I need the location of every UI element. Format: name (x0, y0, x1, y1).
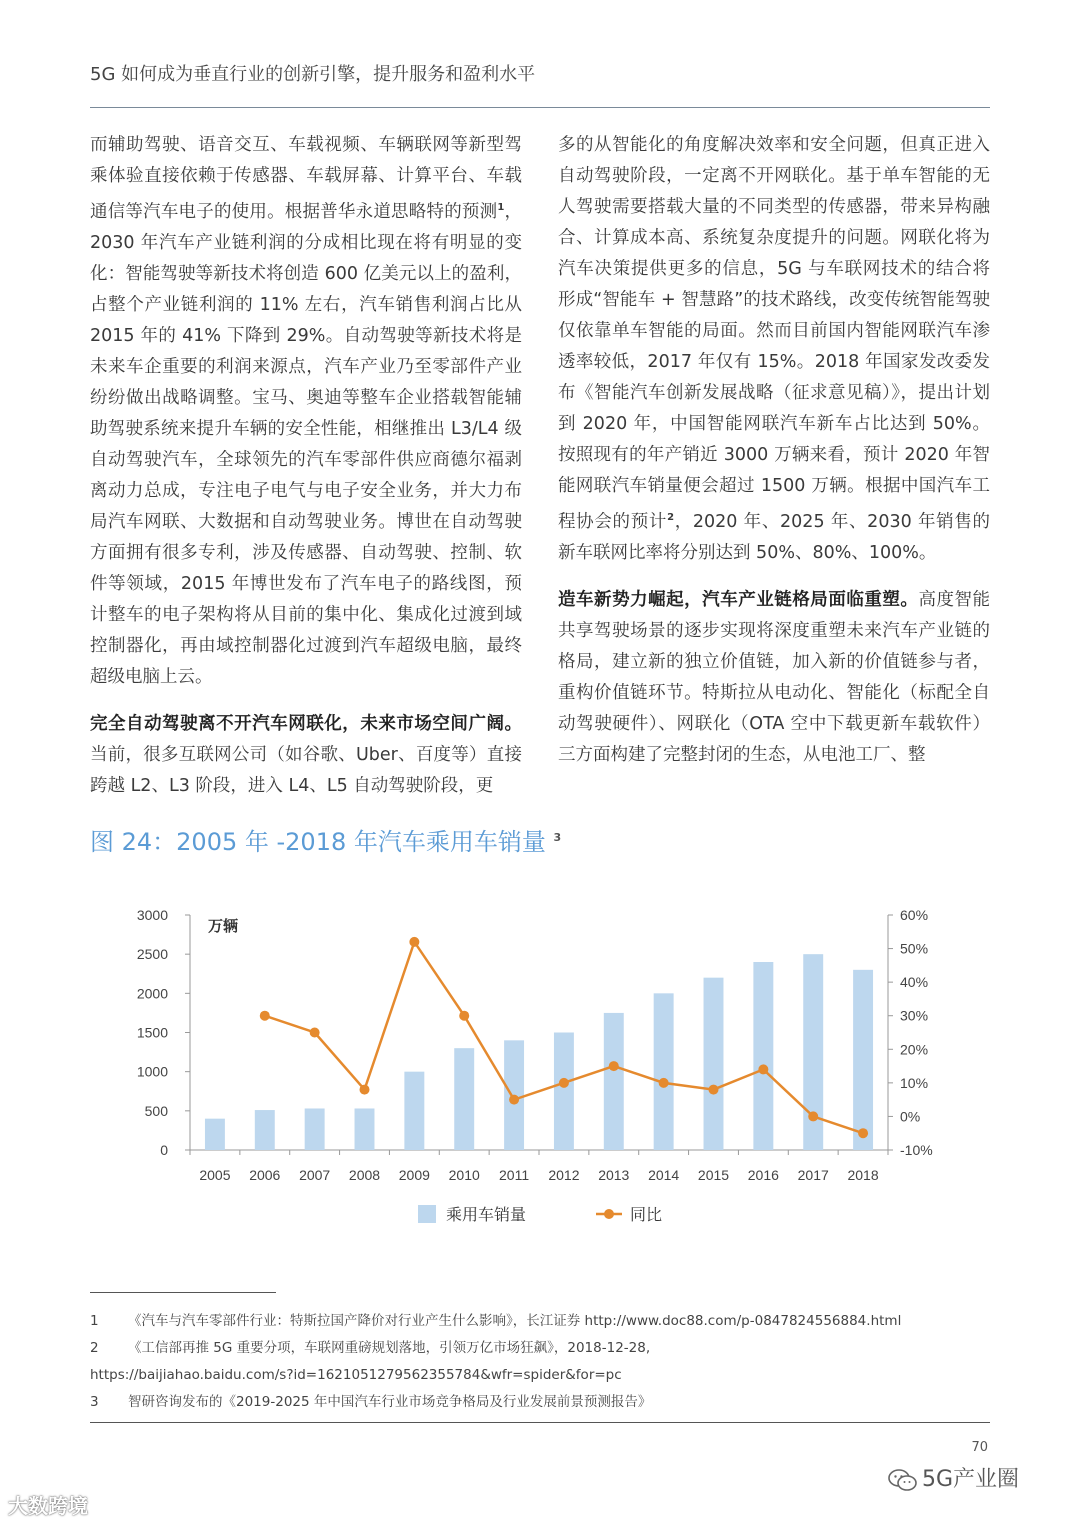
growth-point-2008 (360, 1085, 370, 1095)
left-tick-label: 1500 (136, 1024, 168, 1041)
text-run: ，2030 年汽车产业链利润的分成相比现在将有明显的变化：智能驾驶等新技术将创造 600 亿美元以上的盈利，占整个产业链利润的 11% 左右，汽车销售利润占比从 2015 年的 41% 下降到 29%。自动驾驶等新技术将是未来车企重要的利润来源点，汽车产业乃至零部件产业纷纷做出战略调整。宝马、奥迪等整车企业搭载智能辅助驾驶系统来提升车辆的安全性能，相继推出 L3/L4 级自动驾驶汽车，全球领先的汽车零部件供应商德尔福剥离动力总成，专注电子电气与电子安全业务，并大力布局汽车网联、大数据和自动驾驶业务。博世在自动驾驶方面拥有很多专利，涉及传感器、自动驾驶、控制、软件等领域，2015 年博世发布了汽车电子的路线图，预计整车的电子架构将从目前的集中化、集成化过渡到域控制器化，再由域控制器化过渡到汽车超级电脑，最终超级电脑上云。 (90, 201, 523, 687)
left-tick-label: 2000 (136, 985, 168, 1002)
x-tick-label: 2012 (548, 1167, 580, 1183)
bar-2018 (853, 970, 873, 1150)
right-column (558, 130, 990, 787)
text-run: 高度智能共享驾驶场景的逐步实现将深度重塑未来汽车产业链的格局，建立新的独立价值链，加入新的价值链参与者，重构价值链环节。特斯拉从电动化、智能化（标配全自动驾驶硬件）、网联化（OTA 空中下载更新车载软件）三方面构建了完整封闭的生态，从电池工厂、整 (558, 589, 991, 765)
right-tick-label: 60% (900, 907, 929, 923)
footnote-url[interactable]: https://baijiahao.baidu.com/s?id=1621051279562355784&wfr=spider&for=pc (90, 1367, 622, 1383)
bar-2005 (205, 1119, 225, 1150)
left-paragraph-1 (90, 130, 522, 693)
footnote (90, 1362, 990, 1389)
watermark-left: 大数跨境 (8, 1494, 88, 1518)
footnote-text: 智研咨询发布的《2019-2025 年中国汽车行业市场竞争格局及行业发展前景预测报告》 (128, 1394, 652, 1410)
x-tick-label: 2016 (747, 1167, 779, 1183)
header-divider (90, 107, 990, 108)
x-tick-label: 2014 (648, 1167, 680, 1183)
x-tick-label: 2017 (797, 1167, 829, 1183)
footnote-number: 1 (90, 1313, 99, 1329)
growth-point-2007 (310, 1028, 320, 1038)
bar-2006 (255, 1110, 275, 1150)
footnote-text: 《工信部再推 5G 重要分项，车联网重磅规划落地，引领万亿市场狂飙》，2018-12-28, (128, 1340, 651, 1356)
footnote-number: 2 (90, 1340, 99, 1356)
x-tick-label: 2018 (847, 1167, 879, 1183)
right-tick-label: 40% (900, 974, 929, 991)
footnote-ref-1[interactable]: 1 (497, 202, 505, 213)
legend-bar-label: 乘用车销量 (446, 1207, 527, 1224)
right-tick-label: 50% (900, 940, 929, 957)
text-run: 多的从智能化的角度解决效率和安全问题，但真正进入自动驾驶阶段，一定离不开网联化。基于单车智能的无人驾驶需要搭载大量的不同类型的传感器，带来异构融合、计算成本高、系统复杂度提升的问题。网联化将为汽车决策提供更多的信息，5G 与车联网技术的结合将形成“智能车 + 智慧路”的技术路线，改变传统智能驾驶仅依靠单车智能的局面。然而目前国内智能网联汽车渗透率较低，2017 年仅有 15%。2018 年国家发改委发布《智能汽车创新发展战略（征求意见稿）》，提出计划到 2020 年，中国智能网联汽车新车占比达到 50%。按照现有的年产销近 3000 万辆来看，预计 2020 年智能网联汽车销量便会超过 1500 万辆。根据中国汽车工程协会的预计 (558, 135, 990, 532)
growth-point-2011 (509, 1095, 519, 1105)
text-run: 当前，很多互联网公司（如谷歌、Uber、百度等）直接跨越 L2、L3 阶段，进入 L4、L5 自动驾驶阶段，更 (90, 744, 522, 796)
growth-point-2009 (409, 937, 419, 947)
x-tick-label: 2010 (448, 1167, 480, 1183)
x-tick-label: 2013 (598, 1167, 630, 1183)
bar-2008 (355, 1108, 375, 1150)
legend-line-label: 同比 (630, 1207, 663, 1224)
bar-2010 (454, 1048, 474, 1150)
left-paragraph-2 (90, 709, 522, 802)
right-tick-label: 10% (900, 1074, 929, 1091)
footnote (90, 1389, 990, 1416)
right-paragraph-2 (558, 585, 990, 771)
bar-2015 (704, 978, 724, 1150)
wechat-icon (888, 1469, 918, 1491)
x-tick-label: 2011 (499, 1167, 530, 1183)
growth-point-2013 (609, 1061, 619, 1071)
left-tick-label: 500 (144, 1102, 168, 1119)
bar-2016 (753, 962, 773, 1150)
x-tick-label: 2015 (697, 1167, 730, 1183)
footnote (90, 1308, 990, 1335)
left-column (90, 130, 522, 818)
bar-2013 (604, 1013, 624, 1150)
growth-point-2015 (709, 1085, 719, 1095)
bar-2009 (404, 1072, 424, 1150)
figure-title-text: 图 24：2005 年 -2018 年汽车乘用车销量 (90, 828, 546, 856)
bar-2012 (554, 1033, 574, 1151)
right-tick-label: 0% (900, 1108, 921, 1125)
growth-point-2018 (858, 1128, 868, 1138)
figure-title (90, 822, 561, 857)
x-tick-label: 2006 (249, 1167, 281, 1183)
bottom-divider (90, 1422, 990, 1423)
right-paragraph-1 (558, 130, 990, 569)
right-tick-label: -10% (900, 1142, 933, 1158)
footnote-divider (90, 1292, 276, 1293)
footnote-text[interactable]: 《汽车与汽车零部件行业：特斯拉国产降价对行业产生什么影响》，长江证券 http://www.doc88.com/p-0847824556884.html (128, 1313, 902, 1329)
page-number: 70 (971, 1440, 988, 1455)
x-tick-label: 2005 (199, 1167, 231, 1183)
footnote-ref-2[interactable]: 2 (667, 512, 675, 523)
paragraph-lead: 完全自动驾驶离不开汽车网联化，未来市场空间广阔。 (90, 713, 522, 734)
growth-point-2012 (559, 1078, 569, 1088)
x-tick-label: 2009 (398, 1167, 430, 1183)
sales-chart (90, 895, 990, 1245)
legend-bar-swatch (418, 1205, 436, 1223)
growth-point-2017 (808, 1111, 818, 1121)
bar-2014 (654, 993, 674, 1150)
right-tick-label: 20% (900, 1041, 929, 1058)
running-header: 5G 如何成为垂直行业的创新引擎，提升服务和盈利水平 (90, 64, 536, 85)
x-tick-label: 2008 (348, 1167, 381, 1183)
left-tick-label: 0 (160, 1142, 168, 1158)
footnote (90, 1335, 990, 1362)
watermark-right (888, 1462, 1019, 1493)
paragraph-lead: 造车新势力崛起，汽车产业链格局面临重塑。 (558, 589, 919, 610)
growth-point-2010 (459, 1011, 469, 1021)
growth-point-2016 (758, 1064, 768, 1074)
bar-2007 (305, 1108, 325, 1150)
legend-line-marker (604, 1209, 614, 1219)
unit-label: 万辆 (208, 918, 239, 935)
left-tick-label: 2500 (136, 946, 168, 963)
footnotes (90, 1308, 990, 1416)
growth-point-2014 (659, 1078, 669, 1088)
left-tick-label: 3000 (136, 907, 168, 923)
growth-point-2006 (260, 1011, 270, 1021)
footnote-ref-3[interactable]: 3 (553, 831, 562, 844)
watermark-right-text: 5G产业圈 (922, 1467, 1020, 1492)
left-tick-label: 1000 (136, 1063, 168, 1080)
text-run: 而辅助驾驶、语音交互、车载视频、车辆联网等新型驾乘体验直接依赖于传感器、车载屏幕、计算平台、车载通信等汽车电子的使用。根据普华永道思略特的预测 (90, 135, 522, 222)
footnote-number: 3 (90, 1394, 99, 1410)
x-tick-label: 2007 (299, 1167, 331, 1183)
right-tick-label: 30% (900, 1007, 929, 1024)
text-run: ，2020 年、2025 年、2030 年销售的新车联网比率将分别达到 50%、80%、100%。 (558, 511, 990, 563)
